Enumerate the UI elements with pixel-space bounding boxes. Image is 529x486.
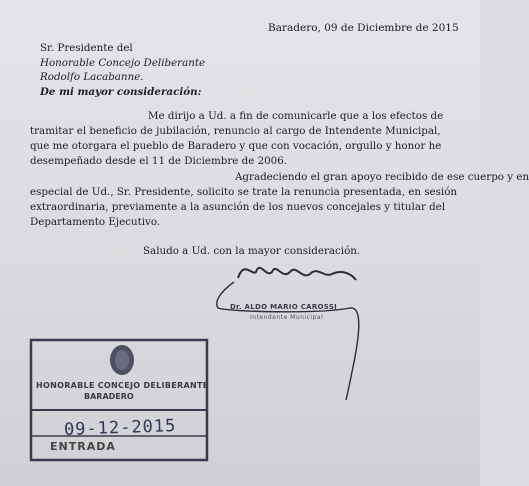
paragraph-resignation [30, 109, 450, 169]
text-line: tramitar el beneficio de jubilación, renuncio al cargo de Intendente Municipal, [30, 125, 441, 137]
recipient-line: Honorable Concejo Deliberante [40, 56, 206, 69]
coat-of-arms-icon [110, 345, 134, 375]
closing-line: Saludo a Ud. con la mayor consideración. [143, 245, 361, 257]
stamp-organization: HONORABLE CONCEJO DELIBERANTE [36, 381, 209, 390]
text-line: extraordinaria, previamente a la asunción de los nuevos concejales y titular del [30, 201, 446, 213]
signature-scribble [200, 252, 375, 402]
text-line: especial de Ud., Sr. Presidente, solicito se trate la renuncia presentada, en sesión [30, 186, 458, 198]
text-line: Me dirijo a Ud. a fin de comunicarle que a los efectos de [148, 110, 444, 122]
greeting: De mi mayor consideración: [40, 85, 202, 98]
text-line: que me otorgara el pueblo de Baradero y que con vocación, orgullo y honor he [30, 140, 442, 152]
paragraph-request [30, 170, 529, 230]
text-line: Agradeciendo el gran apoyo recibido de ese cuerpo y en [235, 171, 529, 183]
stamp-label: ENTRADA [50, 440, 116, 453]
recipient-line: Rodolfo Lacabanne. [40, 71, 144, 84]
stamp-received-date: 09-12-2015 [63, 416, 177, 440]
signature-name: Dr. ALDO MARIO CAROSSI [230, 303, 338, 311]
stamp-city: BARADERO [84, 392, 134, 401]
signature-role: Intendente Municipal [250, 314, 324, 321]
recipient-block [40, 41, 205, 99]
text-line: desempeñado desde el 11 de Diciembre de 2006. [30, 155, 288, 167]
recipient-line: Sr. Presidente del [40, 42, 133, 54]
text-line: Departamento Ejecutivo. [30, 216, 161, 228]
letter-date: Baradero, 09 de Diciembre de 2015 [268, 22, 459, 34]
